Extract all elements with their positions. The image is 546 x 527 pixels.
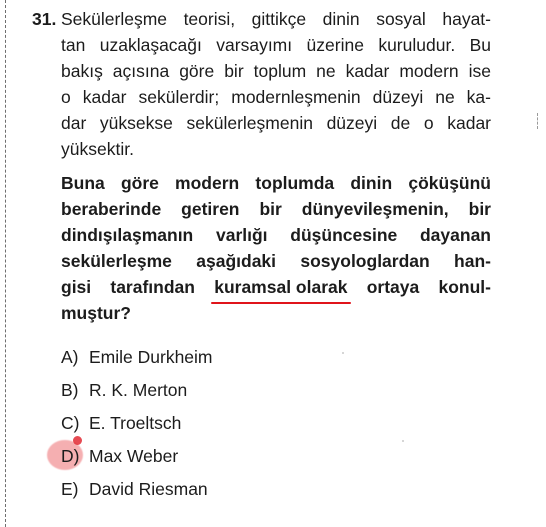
- answer-options: [61, 341, 213, 506]
- prompt-line-underlined: [61, 274, 491, 300]
- option-letter: E): [61, 479, 79, 499]
- paper-speck: [402, 440, 404, 442]
- right-dashed-mark: [537, 113, 538, 129]
- prompt-line: sekülerleşme aşağıdaki sosyologlardan han-: [61, 251, 491, 271]
- prompt-text-before: gisi tarafından: [61, 277, 195, 297]
- option-text: David Riesman: [89, 479, 208, 499]
- red-underlined-phrase: kuramsal olarak: [214, 274, 347, 300]
- option-text: R. K. Merton: [89, 380, 188, 400]
- question-prompt: [61, 170, 491, 326]
- option-c[interactable]: [61, 407, 213, 440]
- option-letter: D): [61, 446, 80, 466]
- option-letter: C): [61, 413, 80, 433]
- stem-line: bakış açısına göre bir toplum ne kadar modern ise: [61, 61, 491, 81]
- question-number: 31.: [32, 9, 57, 29]
- option-e[interactable]: [61, 473, 213, 506]
- stem-line: dar yüksekse sekülerleşmenin düzeyi de o kadar: [61, 113, 491, 133]
- prompt-line: Buna göre modern toplumda dinin çöküşünü: [61, 173, 491, 193]
- stem-line: Sekülerleşme teorisi, gittikçe dinin sosyal hayat-: [61, 9, 491, 29]
- prompt-line: beraberinde getiren bir dünyevileşmenin, bir: [61, 199, 491, 219]
- prompt-text-after: ortaya konul-: [366, 277, 491, 297]
- stem-line: tan uzaklaşacağı varsayımı üzerine kuruludur. Bu: [61, 35, 491, 55]
- prompt-line: dindışılaşmanın varlığı düşüncesine dayanan: [61, 225, 491, 245]
- option-d[interactable]: [61, 440, 213, 473]
- option-text: Emile Durkheim: [89, 347, 213, 367]
- stem-line: o kadar sekülerdir; modernleşmenin düzeyi ne ka-: [61, 87, 491, 107]
- left-dashed-border: [5, 0, 6, 527]
- question-stem: [61, 6, 491, 162]
- option-b[interactable]: [61, 374, 213, 407]
- option-a[interactable]: [61, 341, 213, 374]
- option-text: Max Weber: [89, 446, 179, 466]
- option-letter: B): [61, 380, 79, 400]
- paper-speck: [342, 352, 344, 354]
- option-letter: A): [61, 347, 79, 367]
- option-text: E. Troeltsch: [89, 413, 182, 433]
- stem-line: yüksektir.: [61, 139, 134, 159]
- prompt-line: muştur?: [61, 303, 131, 323]
